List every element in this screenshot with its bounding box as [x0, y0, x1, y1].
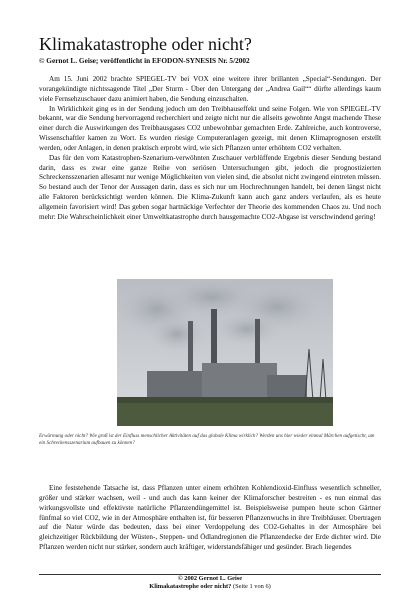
document-title: Klimakatastrophe oder nicht? — [39, 34, 252, 54]
paragraph-text: Eine feststehende Tatsache ist, dass Pflanzen unter einem erhöhten Kohlendioxid-Einfluss wesentlich schneller, größer und stärker wachsen, weil - und auch das kann keiner der Klimaforscher bestreiten - es nun einmal das wirkungsvollste und effektivste natürliche Pflanzendüngemittel ist. Beispielsweise pumpen heute schon Gärtner fünfmal so viel CO2, wie in der Atmosphäre enthalten ist, für besseren Pflanzenwuchs in ihre Treibhäuser. Übertragen auf die Natur würde das bedeuten, dass bei einer Verdoppelung des CO2-Gehaltes in der Atmosphäre bei gleichzeitiger Rückbildung der Wüsten-, Steppen- und Ödlandregionen die Pflanzendecke der Erde dichter wird. Die Pflanzen werden nicht nur stärker, sondern auch kräftiger, widerstandsfähiger und gesünder. Brach liegendes — [39, 484, 381, 552]
footer-copyright: © 2002 Gernot L. Geise — [177, 575, 243, 582]
footer-page-info: (Seite 1 von 6) — [232, 583, 271, 590]
power-plant-photo — [117, 279, 333, 426]
footer-line — [39, 583, 381, 591]
footer-doc-title: Klimakatastrophe oder nicht? — [149, 583, 232, 590]
paragraph-main — [39, 484, 381, 553]
figure-caption: Erwärmung oder nicht? Wie groß ist der Einfluss menschlicher Aktivitäten auf das globale Klima wirklich? Werden uns hier wieder einmal Märchen aufgetischt, um ein Schreckensszenarium aufbauen zu können? — [39, 433, 375, 446]
paragraph-text: Am 15. Juni 2002 brachte SPIEGEL-TV bei VOX eine weitere ihrer brillanten „Special“-Sendungen. Der vorangekündigte nichtssagende Titel „Der Sturm - Über den Untergang der „Andrea Gail““ dürfte allerdings kaum viele Fernsehzuschauer dazu animiert haben, die Sendung einzuschalten. — [39, 75, 381, 103]
page-footer — [39, 575, 381, 591]
paragraph-intro — [39, 75, 381, 223]
byline: © Gernot L. Geise; veröffentlicht in EFODON-SYNESIS Nr. 5/2002 — [39, 56, 250, 65]
paragraph-text: Das für den vom Katastrophen-Szenarium-verwöhnten Zuschauer verblüffende Ergebnis dieser Sendung bestand darin, dass es zwar eine ganze Reihe von seriösen Untersuchungen gibt, jedoch die prognostizierten Schreckensszenarien allesamt nur wenige Möglichkeiten von vielen sind, die absolut nicht zwingend eintreten müssen. So bestand auch der Tenor der Aussagen darin, dass es sich nur um Hochrechnungen handelt, bei denen längst nicht alle Faktoren berücksichtigt werden können. Die Klima-Zukunft kann auch ganz anders verlaufen, als es heute allgemein favorisiert wird! Das geben sogar hartnäckige Verfechter der Theorie des kommenden Chaos zu. Und noch mehr: Die Wahrscheinlichkeit einer Umweltkatastrophe durch hausgemachte CO2-Abgase ist verschwindend gering! — [39, 153, 381, 221]
paragraph-text: In Wirklichkeit ging es in der Sendung jedoch um den Treibhauseffekt und seine Folgen. Wie von SPIEGEL-TV bekannt, war die Sendung hervorragend recherchiert und zeigte nicht nur die allseits gewohnte Angst machende These einer durch die Auswirkungen des Treibhausgases CO2 unbewohnbar gemachten Erde. Zahlreiche, auch kontroverse, Wissenschaftler kamen zu Wort. Es wurden riesige Computeranlagen gezeigt, mit denen Klimaprognosen erstellt werden, oder Anlagen, in denen praktisch erprobt wird, wie sich Pflanzen unter erhöhtem CO2 verhalten. — [39, 104, 381, 152]
